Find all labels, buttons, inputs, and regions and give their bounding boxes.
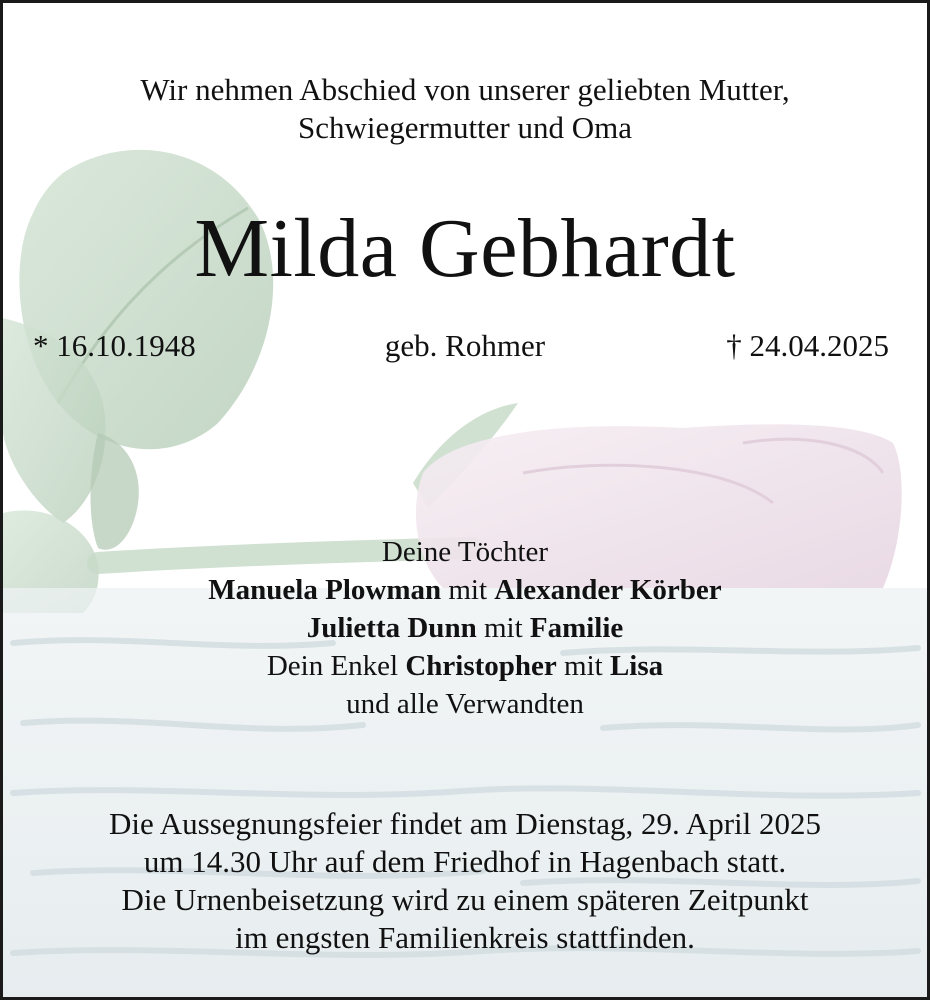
mourner-row: [3, 609, 927, 647]
mourners-closing: und alle Verwandten: [346, 688, 584, 720]
service-line: im engsten Familienkreis stattfinden.: [235, 920, 695, 955]
mourner-name: Julietta Dunn: [306, 612, 477, 644]
mourners-heading: Deine Töchter: [381, 536, 549, 568]
service-line: Die Aussegnungsfeier findet am Dienstag, 29. April 2025: [108, 806, 822, 841]
birth-date: * 16.10.1948: [33, 328, 196, 363]
mourner-name: Christopher: [405, 650, 557, 682]
mourner-name: Lisa: [609, 650, 664, 682]
joiner: mit: [556, 650, 610, 682]
joiner: mit: [476, 612, 530, 644]
intro-line: Wir nehmen Abschied von unserer geliebten Mutter,: [140, 72, 790, 107]
deceased-name: Milda Gebhardt: [194, 202, 736, 295]
mourners-list: [3, 533, 927, 723]
mourner-name: Manuela Plowman: [208, 574, 442, 606]
mourner-row: [3, 571, 927, 609]
joiner: mit: [441, 574, 495, 606]
mourner-row: [3, 647, 927, 685]
intro-line: Schwiegermutter und Oma: [297, 110, 633, 145]
service-line: Die Urnenbeisetzung wird zu einem späteren Zeitpunkt: [121, 882, 809, 917]
maiden-name: geb. Rohmer: [384, 328, 546, 363]
mourner-name: Familie: [529, 612, 624, 644]
mourner-prefix: Dein Enkel: [266, 650, 406, 682]
intro-text: [3, 71, 927, 147]
service-info: [3, 805, 927, 957]
death-date: † 24.04.2025: [726, 328, 889, 363]
service-line: um 14.30 Uhr auf dem Friedhof in Hagenbach statt.: [143, 844, 787, 879]
mourner-name: Alexander Körber: [494, 574, 722, 606]
